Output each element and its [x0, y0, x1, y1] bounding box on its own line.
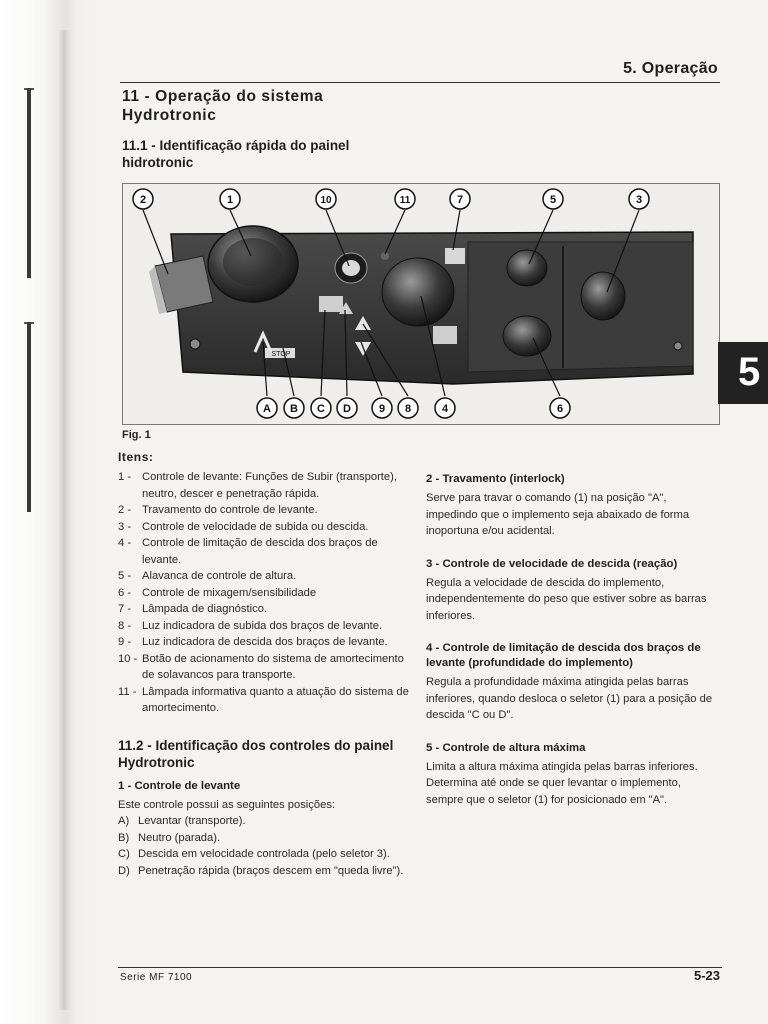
panel-figure — [122, 183, 720, 425]
control-heading: 4 - Controle de limitação de descida dos braços de levante (profundidade do implemento) — [426, 642, 701, 669]
right-column — [426, 472, 718, 825]
callout-2 — [133, 189, 153, 209]
svg-text:2: 2 — [139, 194, 147, 206]
svg-text:10: 10 — [320, 195, 332, 206]
callout-A — [257, 398, 277, 418]
option-letter: B) — [118, 831, 130, 844]
lift-control-intro: Este controle possui as seguintes posições: — [118, 798, 336, 811]
list-item — [118, 469, 413, 502]
item-number: 8 - — [118, 619, 132, 632]
item-text: Luz indicadora de subida dos braços de levante. — [142, 619, 383, 632]
item-text: Lâmpada de diagnóstico. — [142, 603, 268, 615]
control-heading: 5 - Controle de altura máxima — [426, 741, 586, 754]
chapter-title: 11 - Operação do sistema Hydrotronic — [122, 88, 324, 124]
svg-text:5: 5 — [549, 194, 557, 206]
svg-text:6: 6 — [556, 403, 564, 415]
position-option — [118, 813, 413, 830]
footer-rule — [118, 967, 722, 968]
item-number: 4 - — [118, 537, 132, 549]
footer-series: Serie MF 7100 — [120, 972, 193, 983]
item-number: 3 - — [118, 520, 132, 533]
callout-D — [337, 398, 357, 418]
svg-text:4: 4 — [441, 403, 449, 415]
option-text: Levantar (transporte). — [138, 815, 246, 827]
svg-text:3: 3 — [635, 194, 643, 206]
control-section — [426, 557, 718, 625]
callout-8 — [398, 398, 418, 418]
figure-caption: Fig. 1 — [122, 429, 151, 441]
chapter-tab-number: 5 — [738, 350, 761, 394]
item-text: Travamento do controle de levante. — [142, 504, 318, 516]
control-description: Regula a profundidade máxima atingida pelas barras inferiores, quando desloca o seletor (1) para a posição de descida "C ou D". — [426, 676, 713, 721]
position-option — [118, 846, 413, 863]
svg-text:7: 7 — [456, 194, 464, 206]
item-number: 2 - — [118, 504, 132, 516]
item-text: Alavanca de controle de altura. — [142, 570, 297, 582]
mixing-control — [503, 316, 551, 356]
list-item — [118, 601, 413, 618]
item-text: Controle de mixagem/sensibilidade — [142, 586, 317, 599]
section-2-title: 11.2 - Identificação dos controles do painel Hydrotronic — [118, 737, 394, 770]
control-section — [426, 641, 718, 724]
control-heading: 3 - Controle de velocidade de descida (reação) — [426, 557, 678, 570]
list-item — [118, 568, 413, 585]
option-text: Neutro (parada). — [138, 831, 221, 844]
svg-text:C: C — [317, 403, 325, 415]
stop-label: STOP — [271, 351, 291, 358]
callout-9 — [372, 398, 392, 418]
position-option — [118, 863, 413, 880]
item-number: 7 - — [118, 603, 132, 615]
control-heading: 2 - Travamento (interlock) — [426, 473, 565, 485]
item-number: 5 - — [118, 570, 132, 582]
item-number: 11 - — [118, 685, 137, 698]
list-item — [118, 585, 413, 602]
item-text: Botão de acionamento do sistema de amortecimento de solavancos para transporte. — [142, 652, 404, 681]
item-number: 9 - — [118, 636, 132, 648]
item-number: 6 - — [118, 586, 132, 599]
list-item — [118, 519, 413, 536]
svg-text:B: B — [290, 403, 298, 415]
item-text: Controle de velocidade de subida ou descida. — [142, 520, 369, 533]
item-text: Controle de limitação de descida dos braços de levante. — [142, 537, 378, 566]
ride-control-button — [342, 260, 360, 276]
option-text: Descida em velocidade controlada (pelo seletor 3). — [138, 848, 390, 860]
svg-text:A: A — [263, 403, 271, 415]
control-description: Serve para travar o comando (1) na posição "A", impedindo que o implemento seja abaixado de forma inoportuna e/ou acidental. — [426, 492, 690, 537]
list-item — [118, 535, 413, 568]
list-item — [118, 502, 413, 519]
diagnostic-lamp — [445, 248, 465, 264]
section-subtitle: 11.1 - Identificação rápida do painel hidrotronic — [122, 138, 350, 170]
callout-3 — [629, 189, 649, 209]
items-list — [118, 469, 413, 717]
callout-11 — [395, 189, 415, 209]
section-header: 5. Operação — [623, 60, 718, 77]
page-binding-margin — [0, 0, 105, 1024]
callout-5 — [543, 189, 563, 209]
option-text: Penetração rápida (braços descem em "queda livre"). — [138, 864, 404, 877]
position-option — [118, 830, 413, 847]
option-letter: A) — [118, 815, 130, 827]
item-number: 10 - — [118, 652, 138, 665]
option-letter: C) — [118, 848, 130, 860]
callout-C — [311, 398, 331, 418]
positions-list — [118, 813, 413, 879]
panel-illustration — [123, 184, 720, 425]
callout-1 — [220, 189, 240, 209]
edge-bar — [27, 88, 31, 278]
control-description: Limita a altura máxima atingida pelas barras inferiores. Determina até onde se quer levantar o implemento, sempre que o seletor (1) for posicionado em "A". — [426, 760, 698, 806]
svg-text:8: 8 — [404, 403, 412, 415]
drop-rate-control — [581, 272, 625, 320]
svg-text:11: 11 — [399, 195, 411, 206]
control-section — [426, 741, 718, 809]
svg-text:1: 1 — [226, 194, 234, 206]
control-section — [426, 472, 718, 540]
item-text: Luz indicadora de descida dos braços de levante. — [142, 636, 388, 648]
height-lever — [507, 250, 547, 286]
callout-7 — [450, 189, 470, 209]
header-rule — [120, 82, 720, 83]
svg-text:9: 9 — [378, 403, 386, 415]
option-letter: D) — [118, 864, 130, 877]
callout-10 — [316, 189, 336, 209]
callout-4 — [435, 398, 455, 418]
item-number: 1 - — [118, 471, 132, 483]
lift-control-heading: 1 - Controle de levante — [118, 779, 241, 792]
control-description: Regula a velocidade de descida do implemento, independentemente do peso que estiver sobre as barras inferiores. — [426, 576, 707, 622]
edge-bar — [27, 322, 31, 512]
item-text: Lâmpada informativa quanto a atuação do sistema de amortecimento. — [142, 685, 409, 714]
callout-B — [284, 398, 304, 418]
item-text: Controle de levante: Funções de Subir (transporte), neutro, descer e penetração rápida. — [142, 471, 397, 500]
binding-shadow — [58, 30, 70, 1010]
list-item — [118, 634, 413, 651]
left-column — [118, 450, 413, 879]
page-number: 5-23 — [693, 968, 720, 983]
svg-text:D: D — [343, 403, 351, 415]
items-heading: Itens: — [118, 450, 154, 464]
chapter-tab — [718, 342, 768, 404]
list-item — [118, 684, 413, 717]
list-item — [118, 651, 413, 684]
list-item — [118, 618, 413, 635]
callout-6 — [550, 398, 570, 418]
depth-limit-knob — [382, 258, 454, 326]
